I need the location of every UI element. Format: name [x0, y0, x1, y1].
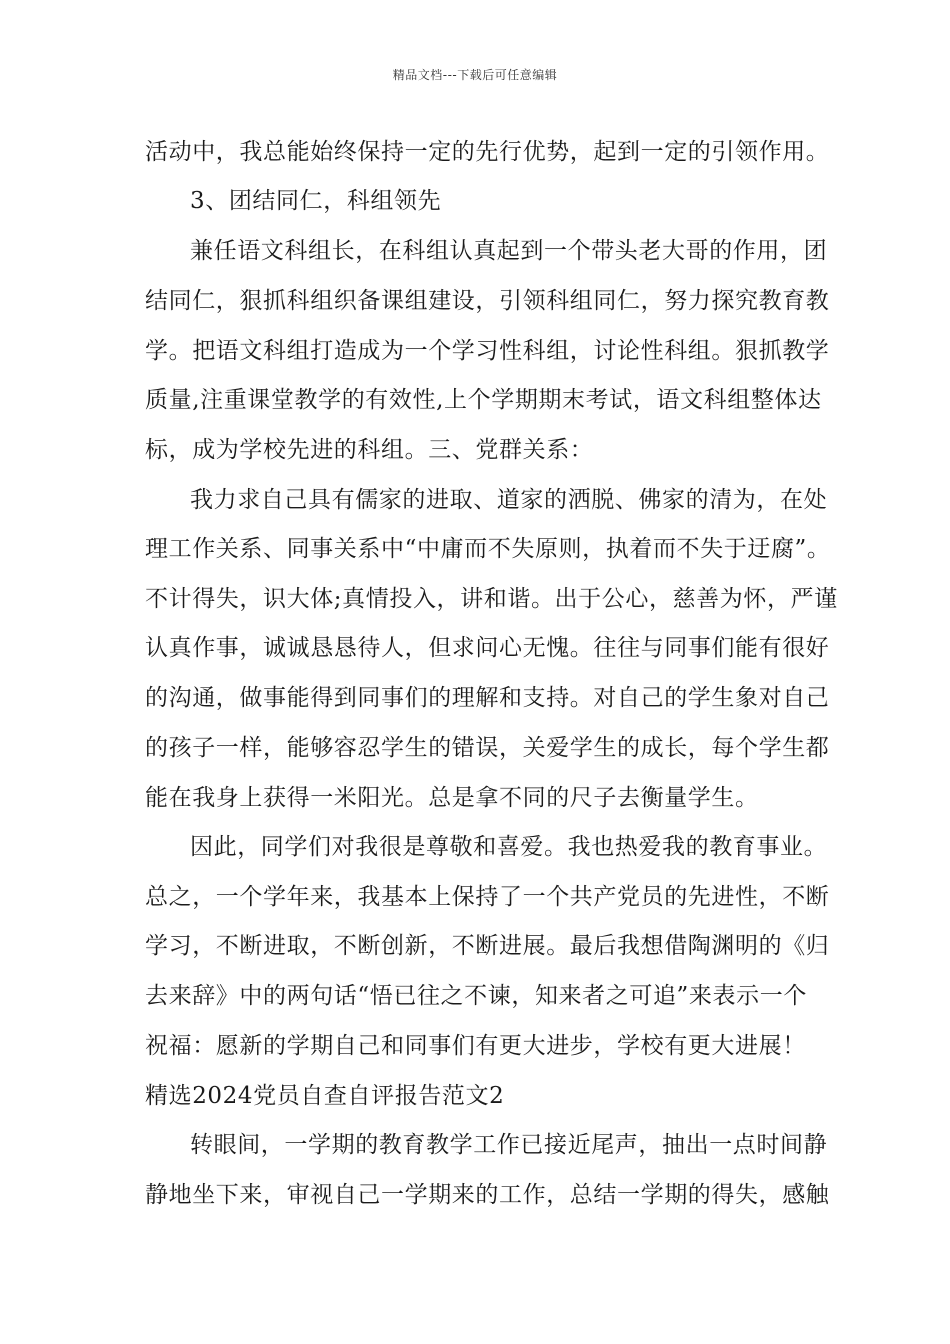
body-line: 因此，同学们对我很是尊敬和喜爱。我也热爱我的教育事业。	[190, 834, 828, 860]
body-line: 学。把语文科组打造成为一个学习性科组，讨论性科组。狠抓教学	[145, 338, 830, 364]
body-line: 兼任语文科组长，在科组认真起到一个带头老大哥的作用，团	[190, 238, 828, 264]
body-line: 理工作关系、同事关系中“中庸而不失原则，执着而不失于迂腐”。	[145, 536, 831, 562]
body-line: 质量,注重课堂教学的有效性,上个学期期末考试，语文科组整体达	[145, 387, 822, 413]
body-line: 去来辞》中的两句话“悟已往之不谏，知来者之可追”来表示一个	[145, 983, 807, 1009]
body-line: 认真作事，诚诚恳恳待人，但求问心无愧。往往与同事们能有很好	[145, 635, 830, 661]
body-line: 总之，一个学年来，我基本上保持了一个共产党员的先进性，不断	[145, 884, 830, 910]
body-line: 学习，不断进取，不断创新，不断进展。最后我想借陶渊明的《归	[145, 933, 830, 959]
body-line: 不计得失，识大体;真情投入，讲和谐。出于公心，慈善为怀，严谨	[145, 586, 838, 612]
body-line: 能在我身上获得一米阳光。总是拿不同的尺子去衡量学生。	[145, 785, 759, 811]
body-line: 我力求自己具有儒家的进取、道家的洒脱、佛家的清为，在处	[190, 487, 828, 513]
body-line: 活动中，我总能始终保持一定的先行优势，起到一定的引领作用。	[145, 139, 830, 165]
body-line: 的沟通，做事能得到同事们的理解和支持。对自己的学生象对自己	[145, 685, 830, 711]
body-line: 祝福：愿新的学期自己和同事们有更大进步，学校有更大进展！	[145, 1033, 806, 1059]
body-line: 标，成为学校先进的科组。三、党群关系：	[145, 437, 594, 463]
body-line: 的孩子一样，能够容忍学生的错误，关爱学生的成长，每个学生都	[145, 735, 830, 761]
body-line: 静地坐下来，审视自己一学期来的工作，总结一学期的得失，感触	[145, 1182, 830, 1208]
section-heading: 3、团结同仁，科组领先	[190, 188, 442, 214]
page-header: 精品文档---下载后可任意编辑	[392, 68, 558, 82]
body-line: 转眼间，一学期的教育教学工作已接近尾声，抽出一点时间静	[190, 1132, 828, 1158]
article-title: 精选2024党员自查自评报告范文2	[145, 1083, 505, 1109]
body-line: 结同仁，狠抓科组织备课组建设，引领科组同仁，努力探究教育教	[145, 288, 830, 314]
